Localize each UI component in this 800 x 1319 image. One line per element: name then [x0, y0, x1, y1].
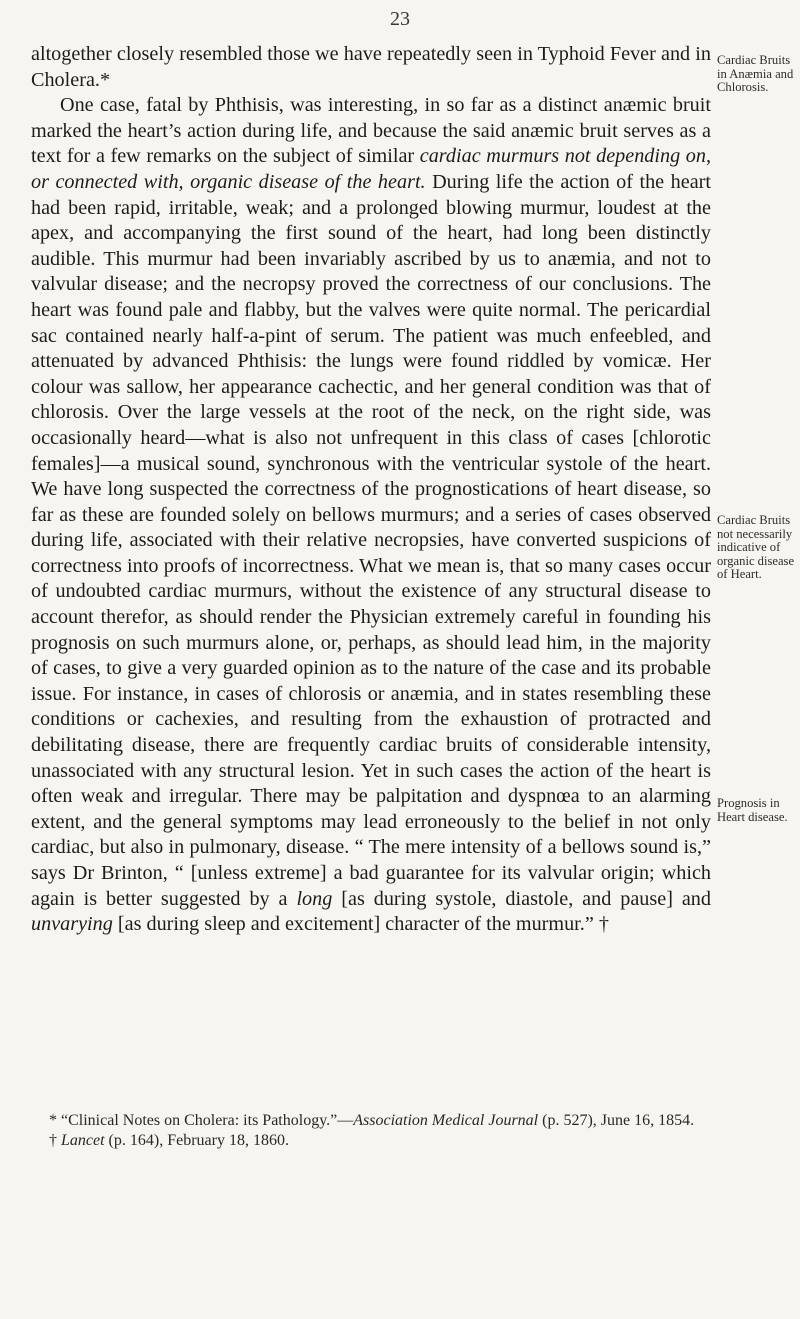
footnote-2 [31, 1131, 711, 1151]
paragraph-2 [31, 93, 711, 938]
margin-note-prognosis: Prognosis in Heart disease. [717, 796, 788, 824]
emphasis-unvarying: unvarying [31, 913, 113, 936]
footnote-1 [31, 1111, 711, 1131]
paragraph-2-text-a: One case, fatal by Phthisis, was interesting, in so far as a distinct anæmic bruit marked the heart’s action during life, and because the said anæmic bruit serves as a text for a few remarks on the subject of similar [31, 94, 711, 168]
body-text [31, 42, 711, 938]
emphasis-cardiac-murmurs: cardiac murmurs not depending on, or connected with, organic disease of the heart. [31, 145, 712, 193]
margin-note-cardiac-bruits-anaemia: Cardiac Bruits in Anæmia and Chlorosis. [717, 53, 794, 94]
paragraph-2-text-d: [as during sleep and excitement] character of the murmur.” † [112, 913, 609, 936]
page-number: 23 [390, 8, 410, 30]
footnote-2-text-a: † [49, 1132, 61, 1149]
footnote-1-text-a: * “Clinical Notes on Cholera: its Pathology.”— [49, 1112, 354, 1129]
paragraph-2-text-b: During life the action of the heart had been rapid, irritable, weak; and a prolonged blowing murmur, loudest at the apex, and accompanying the first sound of the heart, had long been distinctly audible. This murmur had been invariably ascribed by us to anæmia, and not to valvular disease; and the necropsy proved the correctness of our conclusions. The heart was found pale and flabby, but the valves were quite normal. The pericardial sac contained nearly half-a-pint of serum. The patient was much enfeebled, and attenuated by advanced Phthisis: the lungs were found riddled by vomicæ. Her colour was sallow, her appearance cachectic, and her general condition was that of chlorosis. Over the large vessels at the root of the neck, on the right side, was occasionally heard—what is also not unfrequent in this class of cases [chlorotic females]—a musical sound, synchronous with the ventricular systole of the heart. We have long suspected the correctness of the prognostications of heart disease, so far as these are founded solely on bellows murmurs; and a series of cases observed during life, associated with their relative necropsies, have converted suspicions of correctness into proofs of incorrectness. What we mean is, that so many cases occur of undoubted cardiac murmurs, without the existence of any structural disease to account therefor, as should render the Physician extremely careful in founding his prognosis on such murmurs alone, or, perhaps, as should lead him, in the majority of cases, to give a very guarded opinion as to the nature of the case and its probable issue. For instance, in cases of chlorosis or anæmia, and in states resembling these conditions or cachexies, and resulting from the exhaustion of protracted and debilitating disease, there are frequently cardiac bruits of considerable intensity, unassociated with any structural lesion. Yet in such cases the action of the heart is often weak and irregular. There may be palpitation and dyspnœa to an alarming extent, and the general symptoms may lead erroneously to the belief in not only cardiac, but also in pulmonary, disease. “ The mere intensity of a bellows sound is,” says Dr Brinton, “ [unless extreme] a bad guarantee for its valvular origin; which again is better suggested by a [31, 170, 711, 910]
footnote-1-journal: Association Medical Journal [353, 1112, 539, 1129]
emphasis-long: long [296, 887, 333, 910]
footnotes [31, 1111, 711, 1151]
footnote-2-text-b: (p. 164), February 18, 1860. [104, 1132, 289, 1149]
paragraph-1: altogether closely resembled those we have repeatedly seen in Typhoid Fever and in Cholera.* [31, 43, 711, 91]
footnote-2-journal: Lancet [61, 1132, 105, 1149]
paragraph-2-text-c: [as during systole, diastole, and pause] and [332, 887, 711, 910]
footnote-1-text-b: (p. 527), June 16, 1854. [538, 1112, 695, 1129]
margin-note-bruits-not-organic: Cardiac Bruits not necessarily indicative of organic disease of Heart. [717, 513, 795, 581]
